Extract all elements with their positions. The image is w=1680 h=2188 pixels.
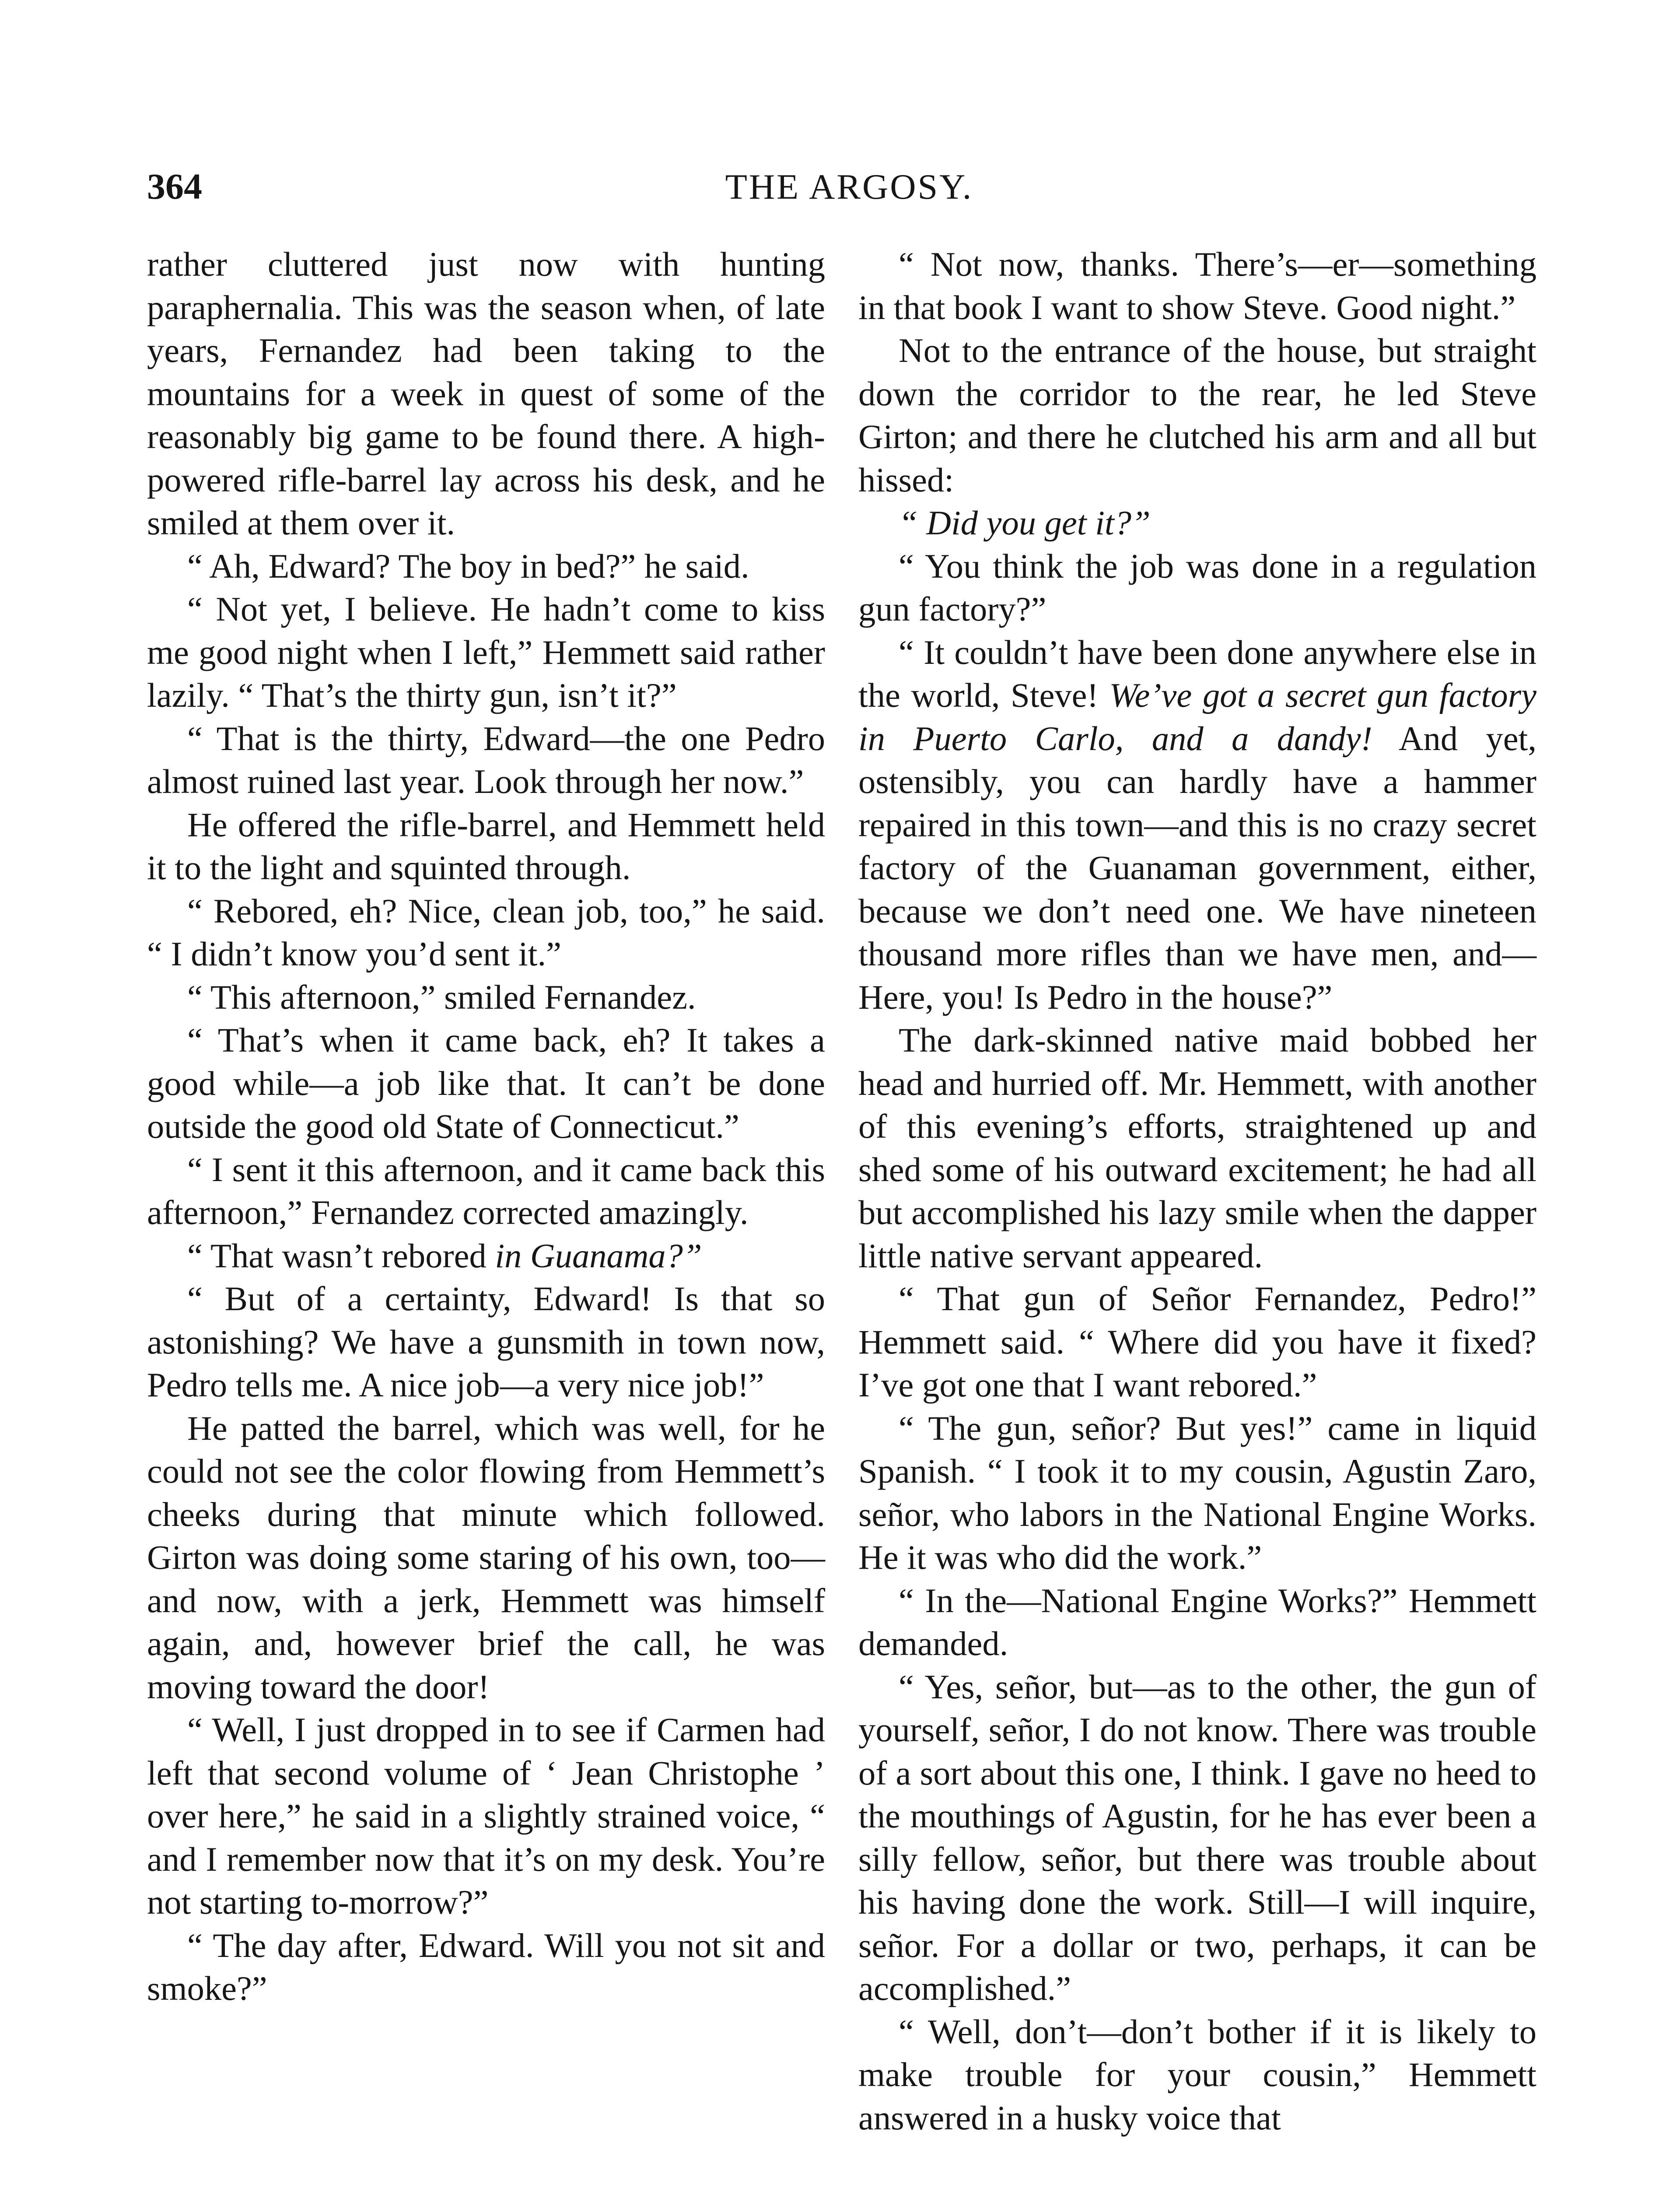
paragraph [147,1148,825,1234]
paragraph-text: “ Rebored, eh? Nice, clean job, too,” he said. “ I didn’t know you’d sent it.” [147,891,825,973]
paragraph-text: And yet, ostensibly, you can hardly have a hammer repaired in this town—and this is no crazy secret factory of the Guanaman government, either, because we don’t need one. We have nineteen thousand more rifles than we have men, and— Here, you! Is Pedro in the house?” [858,719,1536,1016]
paragraph [858,631,1536,1019]
paragraph-text: “ That gun of Señor Fernandez, Pedro!” Hemmett said. “ Where did you have it fixed? I’ve got one that I want rebored.” [858,1280,1536,1404]
paragraph [147,588,825,717]
paragraph [858,1277,1536,1407]
paragraph [858,1666,1536,2010]
paragraph [147,1234,825,1278]
paragraph-text: “ Not now, thanks. There’s—er—something in that book I want to show Steve. Good night.” [858,245,1536,326]
paragraph [147,1407,825,1709]
paragraph-text: The dark-skinned native maid bobbed her head and hurried off. Mr. Hemmett, with another of this evening’s efforts, straightened up and shed some of his outward excitement; he had all but accomplished his lazy smile when the dapper little native servant appeared. [858,1021,1536,1275]
paragraph [858,1579,1536,1666]
paragraph [147,1924,825,2010]
paragraph-text: “ It couldn’t have been done anywhere else in the world, Steve! [858,633,1536,714]
paragraph [858,1407,1536,1579]
paragraph-text: Not to the entrance of the house, but straight down the corridor to the rear, he led Steve Girton; and there he clutched his arm and all but hissed: [858,331,1536,499]
paragraph-text: “ But of a certainty, Edward! Is that so astonishing? We have a gunsmith in town now, Pedro tells me. A nice job—a very nice job!” [147,1280,825,1404]
italic-text: We’ve got a secret gun factory in Puerto Carlo, and a dandy! [858,676,1536,757]
paragraph [147,545,825,588]
paragraph-text: He patted the barrel, which was well, for he could not see the color flowing from Hemmett’s cheeks during that minute which followed. Girton was doing some staring of his own, too—and now, with a jerk, Hemmett was himself again, and, however brief the call, he was moving toward the door! [147,1409,825,1706]
paragraph [147,1277,825,1407]
paragraph-text: “ Not yet, I believe. He hadn’t come to kiss me good night when I left,” Hemmett said rather lazily. “ That’s the thirty gun, isn’t it?” [147,590,825,714]
paragraph [147,1708,825,1924]
italic-text: in Guanama?” [495,1236,702,1275]
paragraph [858,501,1536,545]
paragraph [858,1019,1536,1277]
paragraph-text: “ Yes, señor, but—as to the other, the gun of yourself, señor, I do not know. There was trouble of a sort about this one, I think. I gave no heed to the mouthings of Agustin, for he has ever been a silly fellow, señor, but there was trouble about his having done the work. Still—I will inquire, señor. For a dollar or two, perhaps, it can be accomplished.” [858,1667,1536,2007]
paragraph-text: “ That wasn’t rebored [187,1236,495,1275]
paragraph-text: “ Well, don’t—don’t bother if it is likely to make trouble for your cousin,” Hemmett answered in a husky voice that [858,2012,1536,2137]
paragraph-text: “ The day after, Edward. Will you not sit and smoke?” [147,1926,825,2007]
paragraph [858,329,1536,501]
italic-text: “ Did you get it?” [899,504,1151,542]
page-number: 364 [147,166,202,207]
paragraph-text: He offered the rifle-barrel, and Hemmett held it to the light and squinted through. [147,805,825,887]
paragraph [147,803,825,890]
paragraph-text: “ This afternoon,” smiled Fernandez. [187,978,696,1016]
paragraph-text: rather cluttered just now with hunting paraphernalia. This was the season when, of late years, Fernandez had been taking to the mountains for a week in quest of some of the reasonably big game to be found there. A high-powered rifle-barrel lay across his desk, and he smiled at them over it. [147,245,825,542]
paragraph-text: “ That’s when it came back, eh? It takes a good while—a job like that. It can’t be done outside the good old State of Connecticut.” [147,1021,825,1145]
paragraph [147,976,825,1019]
paragraph [858,545,1536,631]
paragraph [147,1019,825,1148]
paragraph-text: “ That is the thirty, Edward—the one Pedro almost ruined last year. Look through her now.” [147,719,825,800]
paragraph [147,717,825,803]
paragraph-text: “ In the—National Engine Works?” Hemmett demanded. [858,1581,1536,1662]
paragraph [858,243,1536,329]
paragraph-text: “ The gun, señor? But yes!” came in liquid Spanish. “ I took it to my cousin, Agustin Zaro, señor, who labors in the National Engine Works. He it was who did the work.” [858,1409,1536,1576]
paragraph [147,243,825,545]
running-head: THE ARGOSY. [725,167,973,207]
paragraph-text: “ Ah, Edward? The boy in bed?” he said. [187,547,749,585]
paragraph [858,2010,1536,2140]
left-column [147,243,825,2010]
paragraph-text: “ You think the job was done in a regulation gun factory?” [858,547,1536,628]
page-header [147,163,1551,211]
right-column [858,243,1536,2139]
paragraph [147,890,825,976]
paragraph-text: “ I sent it this afternoon, and it came back this afternoon,” Fernandez corrected amazingly. [147,1150,825,1231]
paragraph-text: “ Well, I just dropped in to see if Carmen had left that second volume of ‘ Jean Christophe ’ over here,” he said in a slightly strained voice, “ and I remember now that it’s on my desk. You’re not starting to-morrow?” [147,1711,825,1921]
